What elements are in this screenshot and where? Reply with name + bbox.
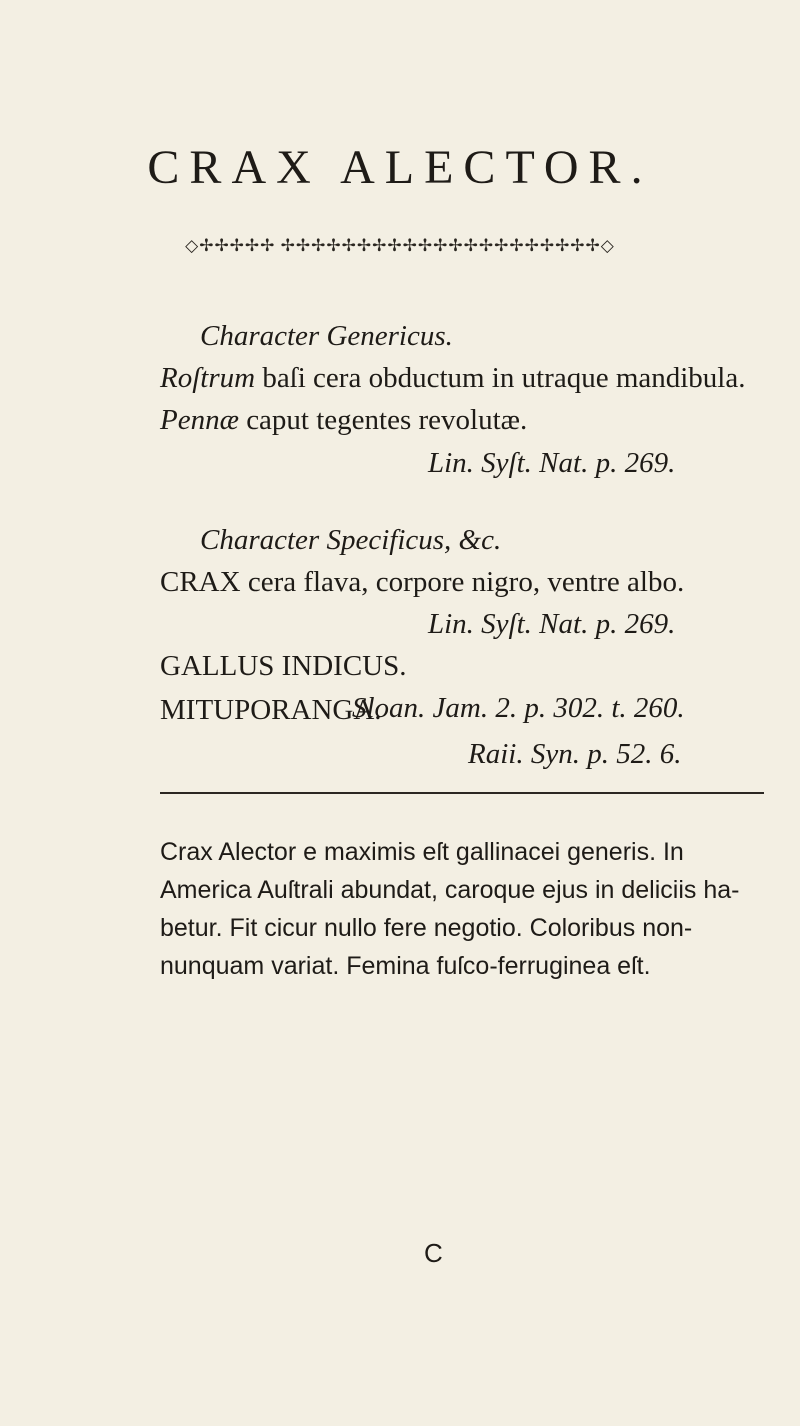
description-line-1: Crax Alector e maximis eſt gallinacei generis. In <box>160 838 684 866</box>
section-divider <box>160 792 764 794</box>
description-line-4: nunquam variat. Femina fuſco-ferruginea eſt. <box>160 952 651 980</box>
genericus-line-1-italic: Roſtrum <box>160 362 256 394</box>
genericus-reference: Lin. Syſt. Nat. p. 269. <box>428 447 676 479</box>
decorative-ornament: ◇✢✢✢✢✢ ✢✢✢✢✢✢✢✢✢✢✢✢✢✢✢✢✢✢✢✢✢◇ <box>185 236 615 255</box>
specificus-entry-2-name: GALLUS INDICUS. <box>160 650 407 682</box>
genericus-line-2-italic: Pennæ <box>160 404 239 436</box>
genericus-heading: Character Genericus. <box>200 320 453 352</box>
specificus-entry-3-reference: Raii. Syn. p. 52. 6. <box>468 738 682 770</box>
description-line-2: America Auſtrali abundat, caroque ejus in deliciis ha- <box>160 876 740 904</box>
specificus-entry-3-name: MITUPORANGA. <box>160 694 382 726</box>
specificus-heading: Character Specificus, &c. <box>200 524 502 556</box>
genericus-line-1 <box>160 362 746 395</box>
genericus-line-2 <box>160 404 527 437</box>
description-line-3: betur. Fit cicur nullo fere negotio. Coloribus non- <box>160 914 693 942</box>
specificus-entry-1-name: CRAX cera flava, corpore nigro, ventre albo. <box>160 566 685 598</box>
specificus-entry-1-reference: Lin. Syſt. Nat. p. 269. <box>428 608 676 640</box>
page-title: CRAX ALECTOR. <box>147 141 653 194</box>
signature-mark: C <box>424 1238 443 1268</box>
genericus-line-2-text: caput tegentes revolutæ. <box>238 404 528 436</box>
genericus-line-1-text: baſi cera obductum in utraque mandibula. <box>255 362 746 394</box>
specificus-entry-2-reference: Sloan. Jam. 2. p. 302. t. 260. <box>352 692 685 724</box>
